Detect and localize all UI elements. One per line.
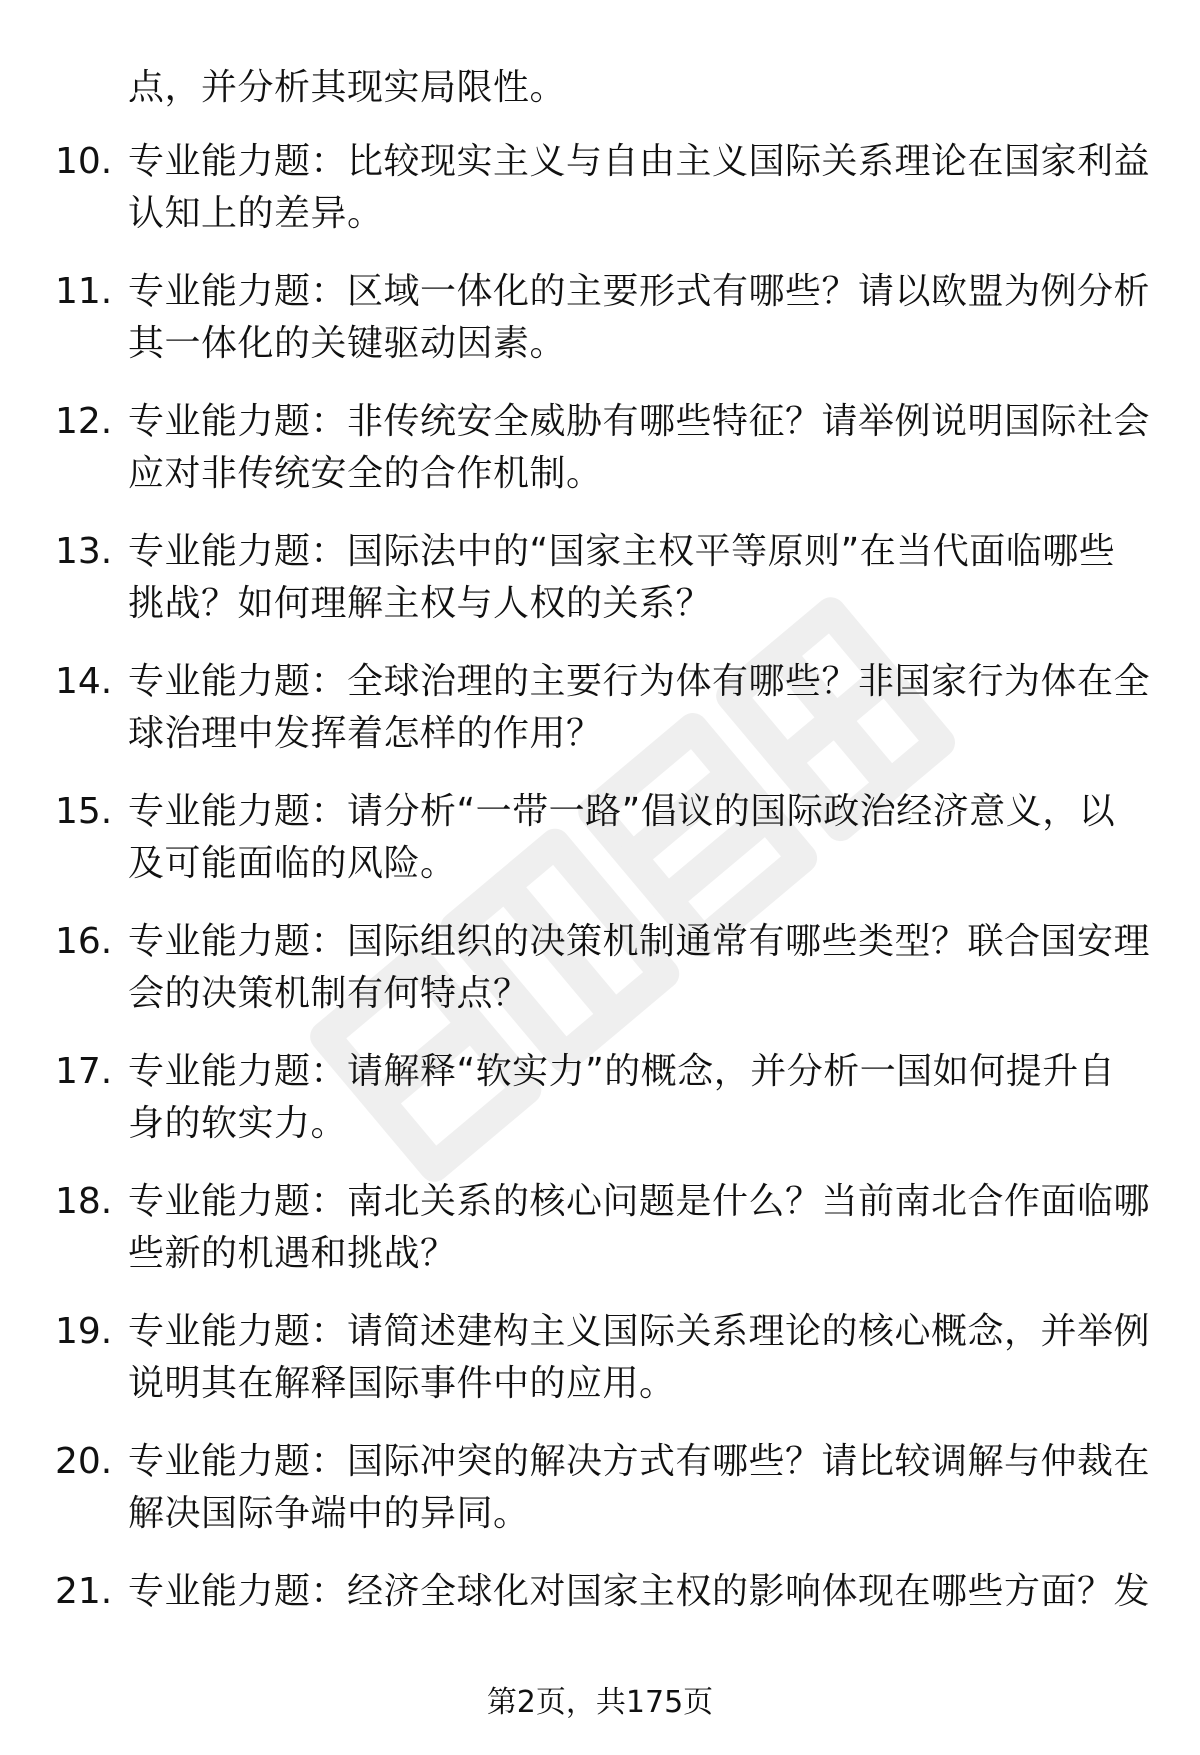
question-number: 14. — [55, 661, 113, 702]
question-number: 21. — [55, 1571, 113, 1612]
question-item — [0, 1046, 1200, 1176]
question-text-line: 专业能力题：比较现实主义与自由主义国际关系理论在国家利益 — [128, 141, 1151, 182]
question-text-line: 球治理中发挥着怎样的作用？ — [128, 713, 603, 754]
question-text-line: 专业能力题：国际法中的“国家主权平等原则”在当代面临哪些 — [128, 531, 1116, 572]
question-number: 12. — [55, 401, 113, 442]
question-item — [0, 1176, 1200, 1306]
question-text — [128, 266, 1151, 370]
question-number: 11. — [55, 271, 113, 312]
question-text-line: 专业能力题：南北关系的核心问题是什么？当前南北合作面临哪 — [128, 1181, 1151, 1222]
question-item — [0, 526, 1200, 656]
question-item — [0, 656, 1200, 786]
question-text — [128, 656, 1151, 760]
question-text-line: 专业能力题：请解释“软实力”的概念，并分析一国如何提升自 — [128, 1051, 1116, 1092]
question-number: 20. — [55, 1441, 113, 1482]
question-item — [0, 136, 1200, 266]
question-text — [128, 786, 1138, 890]
question-text-line: 及可能面临的风险。 — [128, 843, 457, 884]
question-item — [0, 786, 1200, 916]
question-text-line: 专业能力题：请简述建构主义国际关系理论的核心概念，并举例 — [128, 1311, 1151, 1352]
question-text — [128, 1046, 1138, 1150]
question-text-line: 说明其在解释国际事件中的应用。 — [128, 1363, 676, 1404]
question-text — [128, 1176, 1151, 1280]
question-text-line: 身的软实力。 — [128, 1103, 348, 1144]
question-list — [0, 136, 1200, 1696]
question-text — [128, 1306, 1151, 1410]
question-text-line: 专业能力题：经济全球化对国家主权的影响体现在哪些方面？发 — [128, 1571, 1151, 1612]
question-text-line: 专业能力题：国际组织的决策机制通常有哪些类型？联合国安理 — [128, 921, 1151, 962]
question-text-line: 专业能力题：全球治理的主要行为体有哪些？非国家行为体在全 — [128, 661, 1151, 702]
question-text-line: 解决国际争端中的异同。 — [128, 1493, 530, 1534]
question-text — [128, 1436, 1151, 1540]
question-item — [0, 1306, 1200, 1436]
question-number: 16. — [55, 921, 113, 962]
question-number: 18. — [55, 1181, 113, 1222]
question-text-line: 专业能力题：请分析“一带一路”倡议的国际政治经济意义，以 — [128, 791, 1116, 832]
question-text — [128, 136, 1151, 240]
question-item — [0, 266, 1200, 396]
question-text-line: 其一体化的关键驱动因素。 — [128, 323, 567, 364]
question-text-line: 专业能力题：非传统安全威胁有哪些特征？请举例说明国际社会 — [128, 401, 1151, 442]
question-item — [0, 1436, 1200, 1566]
question-text-line: 专业能力题：区域一体化的主要形式有哪些？请以欧盟为例分析 — [128, 271, 1151, 312]
page-footer: 第2页，共175页 — [486, 1685, 714, 1720]
question-number: 15. — [55, 791, 113, 832]
continuation-line: 点，并分析其现实局限性。 — [128, 67, 567, 108]
question-text-line: 挑战？如何理解主权与人权的关系？ — [128, 583, 713, 624]
question-text — [128, 916, 1151, 1020]
question-text — [128, 396, 1151, 500]
question-text-line: 应对非传统安全的合作机制。 — [128, 453, 603, 494]
question-text-line: 会的决策机制有何特点？ — [128, 973, 530, 1014]
question-item — [0, 916, 1200, 1046]
question-number: 19. — [55, 1311, 113, 1352]
question-number: 10. — [55, 141, 113, 182]
question-text-line: 些新的机遇和挑战？ — [128, 1233, 457, 1274]
question-item — [0, 396, 1200, 526]
question-text — [128, 526, 1138, 630]
question-number: 13. — [55, 531, 113, 572]
question-number: 17. — [55, 1051, 113, 1092]
question-text-line: 认知上的差异。 — [128, 193, 384, 234]
question-text-line: 专业能力题：国际冲突的解决方式有哪些？请比较调解与仲裁在 — [128, 1441, 1151, 1482]
question-item — [0, 1566, 1200, 1696]
question-text — [128, 1566, 1151, 1618]
